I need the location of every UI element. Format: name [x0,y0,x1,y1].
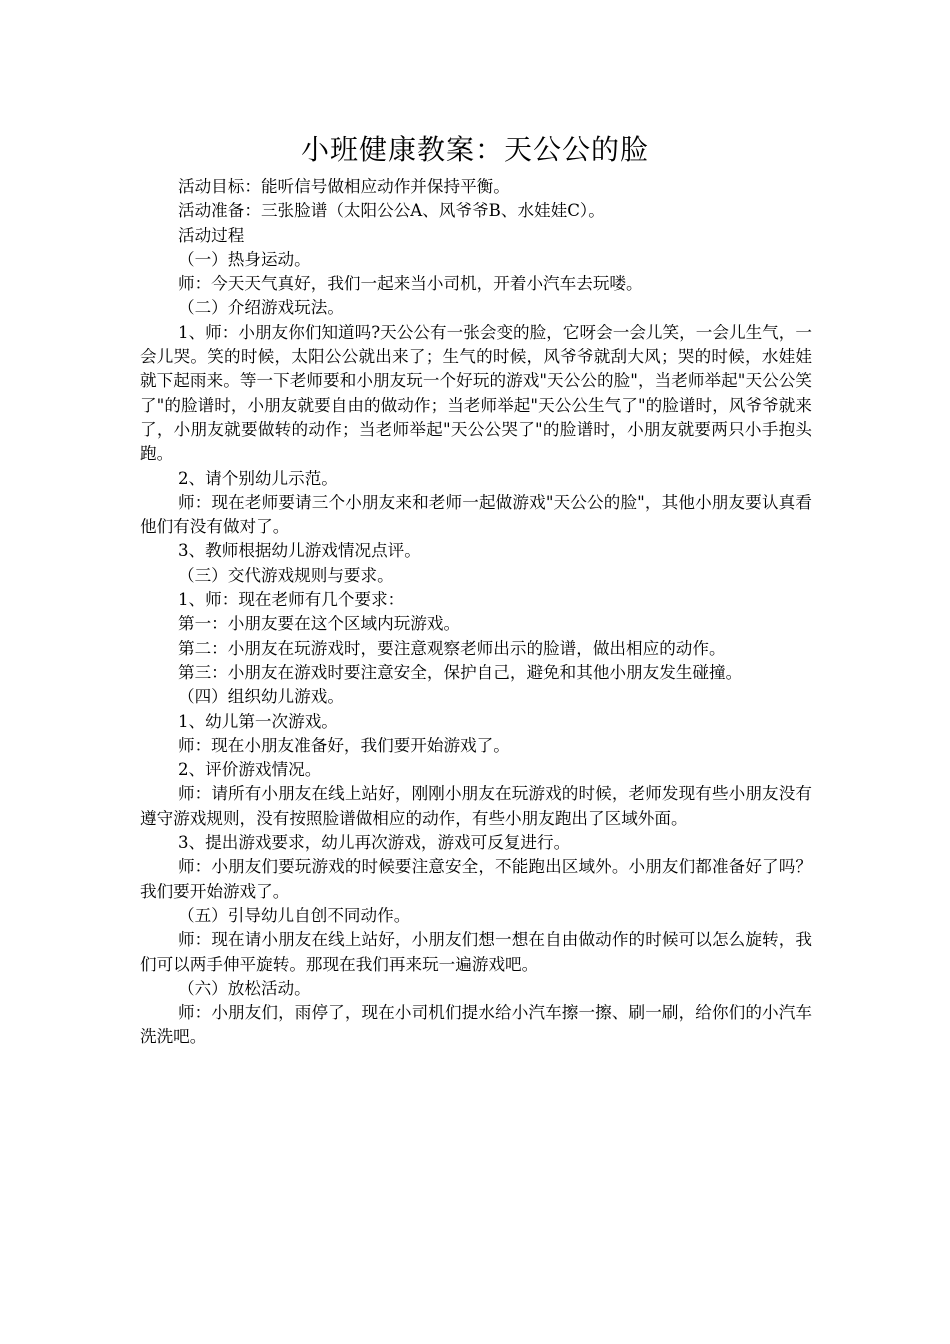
paragraph: 3、提出游戏要求，幼儿再次游戏，游戏可反复进行。 [178,833,571,853]
paragraph-preparation: 活动准备：三张脸谱（太阳公公A、风爷爷B、水娃娃C）。 [178,201,605,221]
paragraph: 1、师：小朋友你们知道吗?天公公有一张会变的脸，它呀会一会儿笑，一会儿生气，一会儿哭。笑的时候，太阳公公就出来了；生气的时候，风爷爷就刮大风；哭的时候，水娃娃就下起雨来。等一下老师要和小朋友玩一个好玩的游戏"天公公的脸"，当老师举起"天公公笑了"的脸谱时，小朋友就要自由的做动作；当老师举起"天公公生气了"的脸谱时，风爷爷就来了，小朋友就要做转的动作；当老师举起"天公公哭了"的脸谱时，小朋友就要两只小手抱头跑。 [140,322,812,464]
paragraph: 第三：小朋友在游戏时要注意安全，保护自己，避免和其他小朋友发生碰撞。 [178,662,743,682]
paragraph: 师：今天天气真好，我们一起来当小司机，开着小汽车去玩喽。 [178,274,643,294]
paragraph-objective: 活动目标：能听信号做相应动作并保持平衡。 [178,177,510,196]
paragraph-process-heading: 活动过程 [178,225,245,245]
section-heading-warmup: （一）热身运动。 [178,249,311,269]
section-heading-relax: （六）放松活动。 [178,978,311,998]
paragraph: 2、评价游戏情况。 [178,760,322,780]
paragraph: 1、幼儿第一次游戏。 [178,711,338,731]
section-heading-create-actions: （五）引导幼儿自创不同动作。 [178,905,411,925]
paragraph: 师：现在老师要请三个小朋友来和老师一起做游戏"天公公的脸"，其他小朋友要认真看他们有没有做对了。 [140,492,812,537]
section-heading-rules: （三）交代游戏规则与要求。 [178,565,394,585]
document-title: 小班健康教案：天公公的脸 [300,133,649,166]
paragraph: 1、师：现在老师有几个要求： [178,590,405,610]
paragraph: 师：现在请小朋友在线上站好，小朋友们想一想在自由做动作的时候可以怎么旋转，我们可以两手伸平旋转。那现在我们再来玩一遍游戏吧。 [140,930,812,974]
paragraph: 师：现在小朋友准备好，我们要开始游戏了。 [178,735,510,755]
paragraph: 第一：小朋友要在这个区域内玩游戏。 [178,614,461,634]
paragraph: 3、教师根据幼儿游戏情况点评。 [178,541,421,561]
paragraph: 师：小朋友们，雨停了，现在小司机们提水给小汽车擦一擦、刷一刷，给你们的小汽车洗洗吧。 [140,1003,812,1047]
section-heading-game-rules-intro: （二）介绍游戏玩法。 [178,298,344,318]
paragraph: 2、请个别幼儿示范。 [178,468,338,488]
paragraph: 第二：小朋友在玩游戏时，要注意观察老师出示的脸谱，做出相应的动作。 [178,638,726,658]
paragraph: 师：请所有小朋友在线上站好，刚刚小朋友在玩游戏的时候，老师发现有些小朋友没有遵守游戏规则，没有按照脸谱做相应的动作，有些小朋友跑出了区域外面。 [140,784,812,828]
paragraph: 师：小朋友们要玩游戏的时候要注意安全，不能跑出区域外。小朋友们都准备好了吗？我们要开始游戏了。 [140,857,812,901]
document-body [140,175,812,1050]
section-heading-organize-game: （四）组织幼儿游戏。 [178,687,344,707]
